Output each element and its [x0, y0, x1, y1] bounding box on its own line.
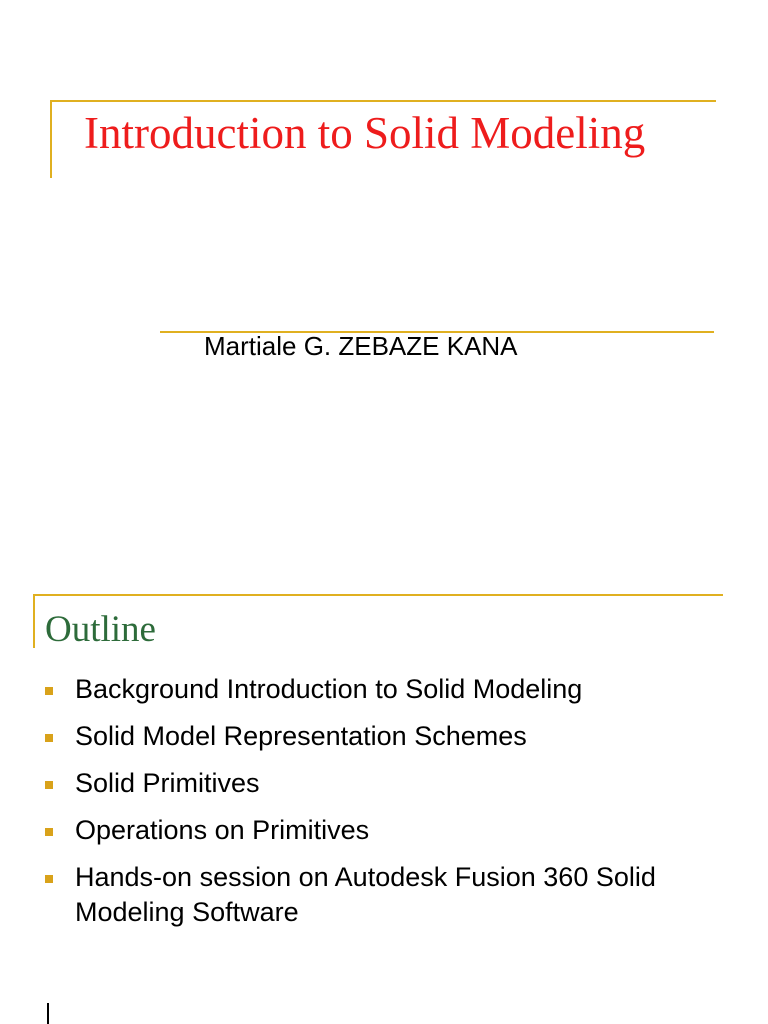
- slide-title: Introduction to Solid Modeling: [84, 108, 646, 158]
- list-item: [45, 860, 725, 930]
- square-bullet-icon: [45, 687, 53, 695]
- outline-slide-top-rule: [33, 594, 723, 596]
- title-slide-left-rule: [50, 100, 52, 178]
- square-bullet-icon: [45, 781, 53, 789]
- outline-slide-left-rule: [33, 594, 35, 648]
- outline-list: [45, 672, 725, 942]
- outline-heading: Outline: [45, 609, 156, 650]
- list-item-text: Solid Primitives: [75, 768, 260, 798]
- author-name: Martiale G. ZEBAZE KANA: [204, 331, 518, 361]
- square-bullet-icon: [45, 828, 53, 836]
- list-item: [45, 672, 725, 707]
- title-slide-top-rule: [50, 100, 716, 102]
- list-item-text: Background Introduction to Solid Modeling: [75, 674, 583, 704]
- list-item-text: Operations on Primitives: [75, 815, 370, 845]
- next-slide-left-rule: [47, 1003, 49, 1024]
- list-item: [45, 813, 725, 848]
- list-item-text: Hands-on session on Autodesk Fusion 360 Solid Modeling Software: [75, 862, 656, 927]
- list-item-text: Solid Model Representation Schemes: [75, 721, 527, 751]
- square-bullet-icon: [45, 734, 53, 742]
- list-item: [45, 766, 725, 801]
- square-bullet-icon: [45, 875, 53, 883]
- list-item: [45, 719, 725, 754]
